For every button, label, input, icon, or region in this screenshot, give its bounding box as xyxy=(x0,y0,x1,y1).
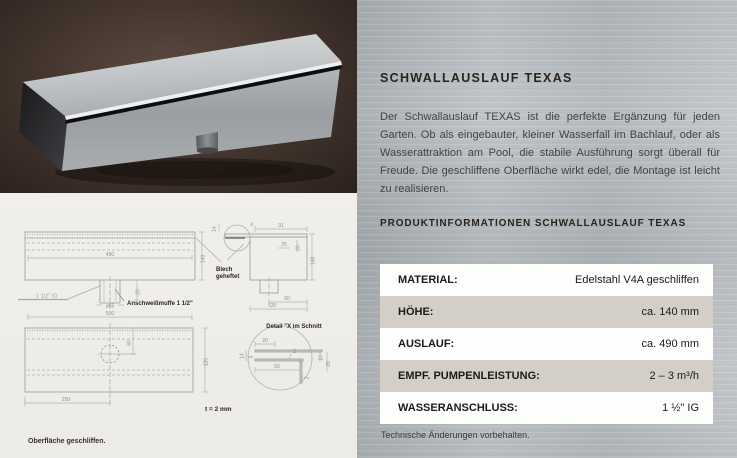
thickness-note: t = 2 mm xyxy=(205,406,232,413)
dim-label: 14 xyxy=(212,226,218,232)
dim-label: 20 xyxy=(295,245,302,251)
dim-label: 60 xyxy=(284,296,290,302)
top-view-dims xyxy=(25,328,208,406)
spec-value: ca. 140 mm xyxy=(641,306,699,318)
dim-label: 500 xyxy=(105,311,115,317)
tack-welded-label: Blech xyxy=(216,267,233,273)
dim-label: ø55 xyxy=(105,303,115,310)
spec-label: EMPF. PUMPENLEISTUNG: xyxy=(398,370,540,382)
spec-table xyxy=(380,264,713,424)
dim-label: 250 xyxy=(61,397,71,403)
detail-title: Detail "X im Schnitt xyxy=(266,324,322,330)
info-panel xyxy=(357,0,737,458)
dim-label: 140 xyxy=(200,254,207,264)
page-title: SCHWALLAUSLAUF TEXAS xyxy=(380,71,573,85)
dim-label: 10 xyxy=(318,355,325,361)
footnote: Technische Änderungen vorbehalten. xyxy=(381,430,530,440)
section-heading: PRODUKTINFORMATIONEN SCHWALLAUSLAUF TEXAS xyxy=(380,218,687,229)
dim-label: 60 xyxy=(126,340,133,346)
thread-size-label: 1 1/2" IG xyxy=(36,293,58,300)
dim-label: 20 xyxy=(135,289,142,295)
dim-label: 2 xyxy=(304,376,311,380)
drawing-canvas xyxy=(0,193,357,458)
dim-label: 5 xyxy=(248,355,255,359)
spec-value: Edelstahl V4A geschliffen xyxy=(575,274,699,286)
surface-note: Oberfläche geschliffen. xyxy=(28,438,106,445)
dim-label: 120 xyxy=(267,303,277,309)
product-pipe-bottom xyxy=(197,147,218,153)
spec-row-material xyxy=(380,264,713,296)
spec-value: ca. 490 mm xyxy=(641,338,699,350)
dim-label: 25 xyxy=(281,242,287,248)
dim-label: 91 xyxy=(278,223,284,229)
dim-label: 50 xyxy=(274,364,280,370)
detail-view-dims xyxy=(246,341,327,373)
spec-row-wasseranschluss xyxy=(380,392,713,424)
spec-label: MATERIAL: xyxy=(398,274,458,286)
spec-row-hoehe xyxy=(380,296,713,328)
technical-drawing xyxy=(0,193,357,458)
spec-label: WASSERANSCHLUSS: xyxy=(398,402,518,414)
spec-row-pumpenleistung xyxy=(380,360,713,392)
spec-label: HÖHE: xyxy=(398,306,434,318)
weld-socket-label: Anschweißmuffe 1 1/2" xyxy=(127,301,193,307)
product-photo-render xyxy=(0,0,357,193)
detail-view xyxy=(248,326,322,390)
detail-marker: X xyxy=(250,222,254,228)
dim-label: 490 xyxy=(105,252,115,258)
top-view xyxy=(25,323,193,405)
dim-label: 14 xyxy=(239,353,246,359)
spec-label: AUSLAUF: xyxy=(398,338,455,350)
product-photo xyxy=(0,0,357,193)
side-view xyxy=(224,225,307,298)
dim-label: 20 xyxy=(326,361,332,367)
dim-label: 120 xyxy=(203,357,210,367)
spec-row-auslauf xyxy=(380,328,713,360)
tack-welded-label-2: geheftet xyxy=(216,274,240,280)
dim-label: 20 xyxy=(262,338,268,344)
product-shadow-inner xyxy=(95,161,295,179)
spec-value: 1 ½" IG xyxy=(662,402,699,414)
spec-value: 2 – 3 m³/h xyxy=(649,370,699,382)
product-description: Der Schwallauslauf TEXAS ist die perfekte Ergänzung für jeden Garten. Ob als eingebauter, kleiner Wasserfall im Bachlauf, oder als Wasserattraktion am Pool, die stabile Ausführung sorgt überall für Freude. Die geschliffene Oberfläche wirkt edel, die Montage ist leicht zu realisieren. xyxy=(380,111,720,195)
dim-label: 140 xyxy=(310,256,317,266)
dim-label: 2 xyxy=(293,349,296,355)
